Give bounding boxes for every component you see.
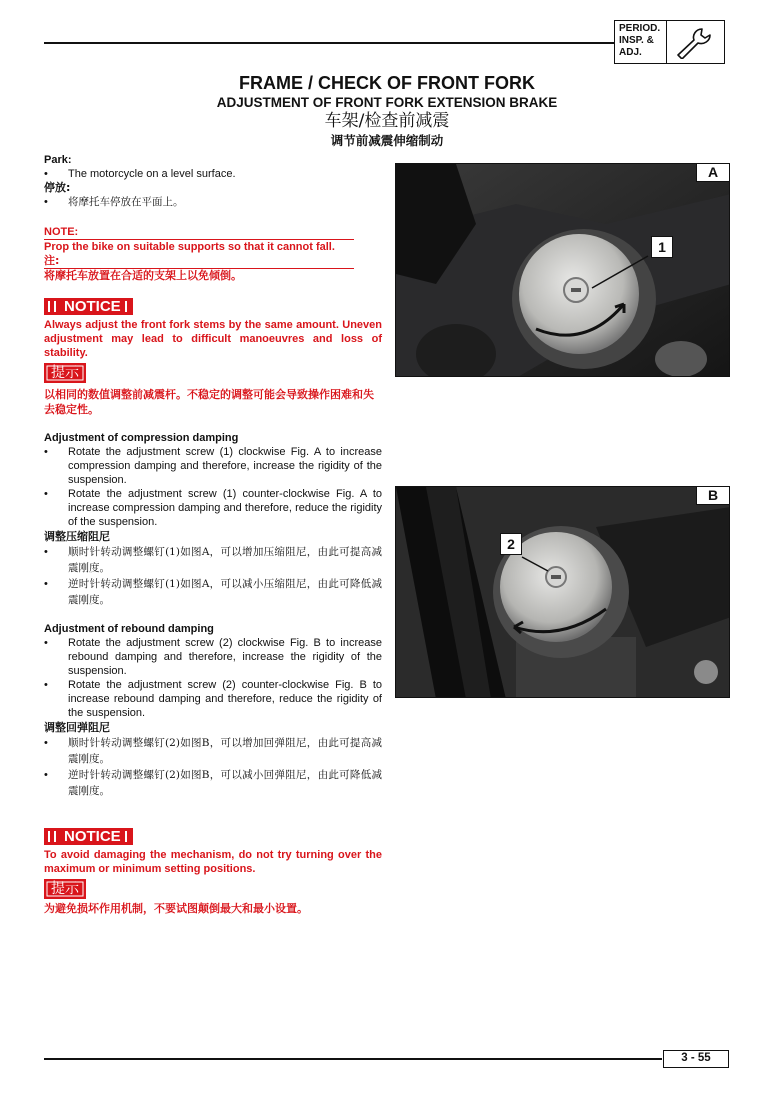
note-label: NOTE: bbox=[44, 225, 354, 240]
note-text: Prop the bike on suitable supports so that it cannot fall. bbox=[44, 241, 335, 253]
notice-badge-zh: 提示 bbox=[44, 879, 86, 899]
list-item: • 顺时针转动调整螺钉(2)如图B，可以增加回弹阻尼，由此可提高减震刚度。 bbox=[44, 737, 382, 765]
compression-section bbox=[44, 431, 382, 608]
notice-section-1 bbox=[44, 298, 382, 417]
park-section bbox=[44, 153, 382, 209]
notice-text-zh: 以相同的数值调整前减震杆。不稳定的调整可能会导致操作困难和失去稳定性。 bbox=[44, 388, 374, 416]
figure-b-photo bbox=[395, 486, 730, 698]
notice-text: Always adjust the front fork stems by the same amount. Uneven adjustment may lead to difficult manoeuvres and loss of stability. bbox=[44, 319, 382, 359]
notice-badge: NOTICE bbox=[44, 828, 133, 845]
figure-a-label: A bbox=[696, 164, 729, 182]
list-item: • 逆时针转动调整螺钉(1)如图A，可以减小压缩阻尼，由此可降低减震刚度。 bbox=[44, 578, 382, 606]
notice-section-2 bbox=[44, 828, 382, 916]
park-heading: Park: bbox=[44, 154, 72, 166]
page-subtitle-zh: 调节前减震伸缩制动 bbox=[330, 133, 444, 148]
notice-badge: NOTICE bbox=[44, 298, 133, 315]
page-subtitle: ADJUSTMENT OF FRONT FORK EXTENSION BRAKE bbox=[216, 95, 558, 110]
compression-heading: Adjustment of compression damping bbox=[44, 432, 239, 444]
fork-adjuster-photo-a bbox=[396, 164, 730, 377]
page-title: FRAME / CHECK OF FRONT FORK bbox=[239, 73, 535, 93]
list-item: • Rotate the adjustment screw (2) clockwise Fig. B to increase rebound damping and therefore, increase the rigidity of the suspension. bbox=[44, 637, 382, 677]
list-item: • Rotate the adjustment screw (1) counter-clockwise Fig. A to increase compression damping and therefore, reduce the rigidity of the suspension. bbox=[44, 488, 382, 528]
rebound-section bbox=[44, 622, 382, 799]
header-rule bbox=[44, 42, 614, 44]
note-section bbox=[44, 225, 382, 283]
notice-text-zh: 为避免损坏作用机制，不要试图颠倒最大和最小设置。 bbox=[44, 902, 308, 915]
rebound-heading: Adjustment of rebound damping bbox=[44, 623, 214, 635]
wrench-icon bbox=[667, 21, 724, 63]
page-titles bbox=[0, 72, 774, 150]
footer-rule bbox=[44, 1058, 662, 1060]
page-number: 3 - 55 bbox=[663, 1050, 729, 1068]
list-item: • 逆时针转动调整螺钉(2)如图B，可以减小回弹阻尼，由此可降低减震刚度。 bbox=[44, 769, 382, 797]
page-title-zh: 车架/检查前减震 bbox=[324, 111, 450, 131]
section-tab bbox=[614, 20, 725, 64]
notice-badge-zh: 提示 bbox=[44, 363, 86, 383]
callout-2: 2 bbox=[500, 533, 522, 555]
rebound-heading-zh: 调整回弹阻尼 bbox=[44, 721, 110, 734]
park-item-zh: • 将摩托车停放在平面上。 bbox=[44, 196, 184, 208]
section-tab-label: PERIOD. INSP. & ADJ. bbox=[615, 21, 667, 63]
list-item: • 顺时针转动调整螺钉(1)如图A，可以增加压缩阻尼，由此可提高减震刚度。 bbox=[44, 546, 382, 574]
list-item: • Rotate the adjustment screw (1) clockwise Fig. A to increase compression damping and therefore, increase the rigidity of the suspension. bbox=[44, 446, 382, 486]
note-text-zh: 将摩托车放置在合适的支架上以免倾倒。 bbox=[44, 269, 242, 282]
notice-text: To avoid damaging the mechanism, do not try turning over the maximum or minimum setting positions. bbox=[44, 849, 382, 875]
callout-1: 1 bbox=[651, 236, 673, 258]
fork-adjuster-photo-b bbox=[396, 487, 730, 698]
note-label-zh: 注: bbox=[44, 254, 354, 269]
figure-a-photo bbox=[395, 163, 730, 377]
park-heading-zh: 停放: bbox=[44, 181, 71, 194]
park-item: • The motorcycle on a level surface. bbox=[44, 168, 236, 180]
list-item: • Rotate the adjustment screw (2) counter-clockwise Fig. B to increase rebound damping and therefore, reduce the rigidity of the suspension. bbox=[44, 679, 382, 719]
figure-b-label: B bbox=[696, 487, 729, 505]
compression-heading-zh: 调整压缩阻尼 bbox=[44, 530, 110, 543]
